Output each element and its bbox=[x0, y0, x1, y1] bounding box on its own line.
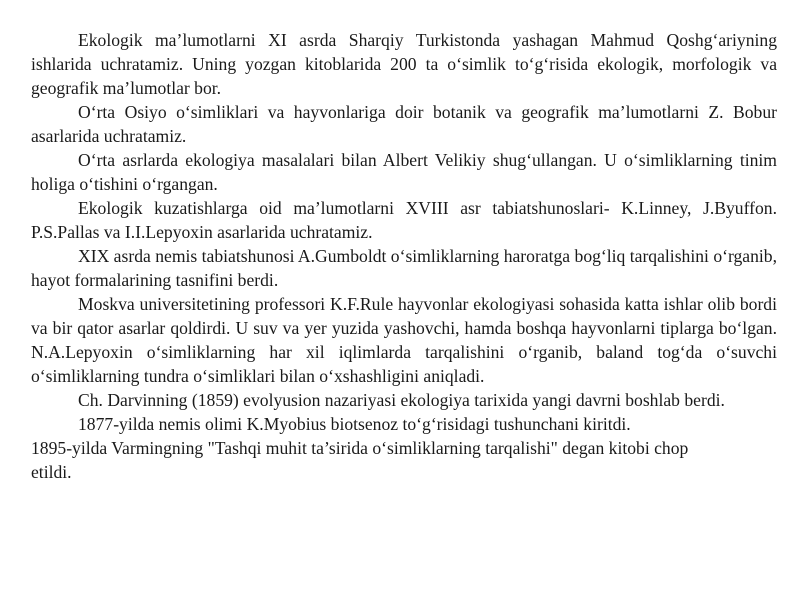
paragraph-linney-byuffon: Ekologik kuzatishlarga oid ma’lumotlarni XVIII asr tabiatshunoslari- K.Linney, J.Byuffon. P.S.Pallas va I.I.Lepyoxin asarlarida uchratamiz. bbox=[31, 198, 777, 242]
paragraph-darvin: Ch. Darvinning (1859) evolyusion nazariyasi ekologiya tarixida yangi davrni boshlab berdi. bbox=[78, 390, 725, 410]
paragraph-albert-velikiy: O‘rta asrlarda ekologiya masalalari bilan Albert Velikiy shug‘ullangan. U o‘simliklarning tinim holiga o‘tishini o‘rgangan. bbox=[31, 150, 777, 194]
paragraph-mahmud-qoshgariy: Ekologik ma’lumotlarni XI asrda Sharqiy Turkistonda yashagan Mahmud Qoshg‘ariyning ishlarida uchratamiz. Uning yozgan kitoblarida 200 ta o‘simlik to‘g‘risida ekologik, morfologik va geografik ma’lumotlar bor. bbox=[31, 30, 777, 98]
paragraph-varming: 1895-yilda Varmingning "Tashqi muhit ta’sirida o‘simliklarning tarqalishi" degan kitobi chop etildi. bbox=[31, 438, 689, 482]
document-body bbox=[31, 28, 777, 484]
paragraph-gumboldt: XIX asrda nemis tabiatshunosi A.Gumboldt o‘simliklarning haroratga bog‘liq tarqalishini o‘rganib, hayot formalarining tasnifini berdi. bbox=[31, 246, 777, 290]
paragraph-rule-lepyoxin: Moskva universitetining professori K.F.Rule hayvonlar ekologiyasi sohasida katta ishlar olib bordi va bir qator asarlar qoldirdi. U suv va yer yuzida yashovchi, hamda boshqa hayvonlarni tiplarga bo‘lgan. N.A.Lepyoxin o‘simliklarning har xil iqlimlarda tarqalishini o‘rganib, baland tog‘da o‘suvchi o‘simliklarning tundra o‘simliklari bilan o‘xshashligini aniqladi. bbox=[31, 294, 777, 386]
paragraph-myobius: 1877-yilda nemis olimi K.Myobius biotsenoz to‘g‘risidagi tushunchani kiritdi. bbox=[78, 414, 631, 434]
paragraph-bobur: O‘rta Osiyo o‘simliklari va hayvonlariga doir botanik va geografik ma’lumotlarni Z. Bobur asarlarida uchratamiz. bbox=[31, 102, 777, 146]
